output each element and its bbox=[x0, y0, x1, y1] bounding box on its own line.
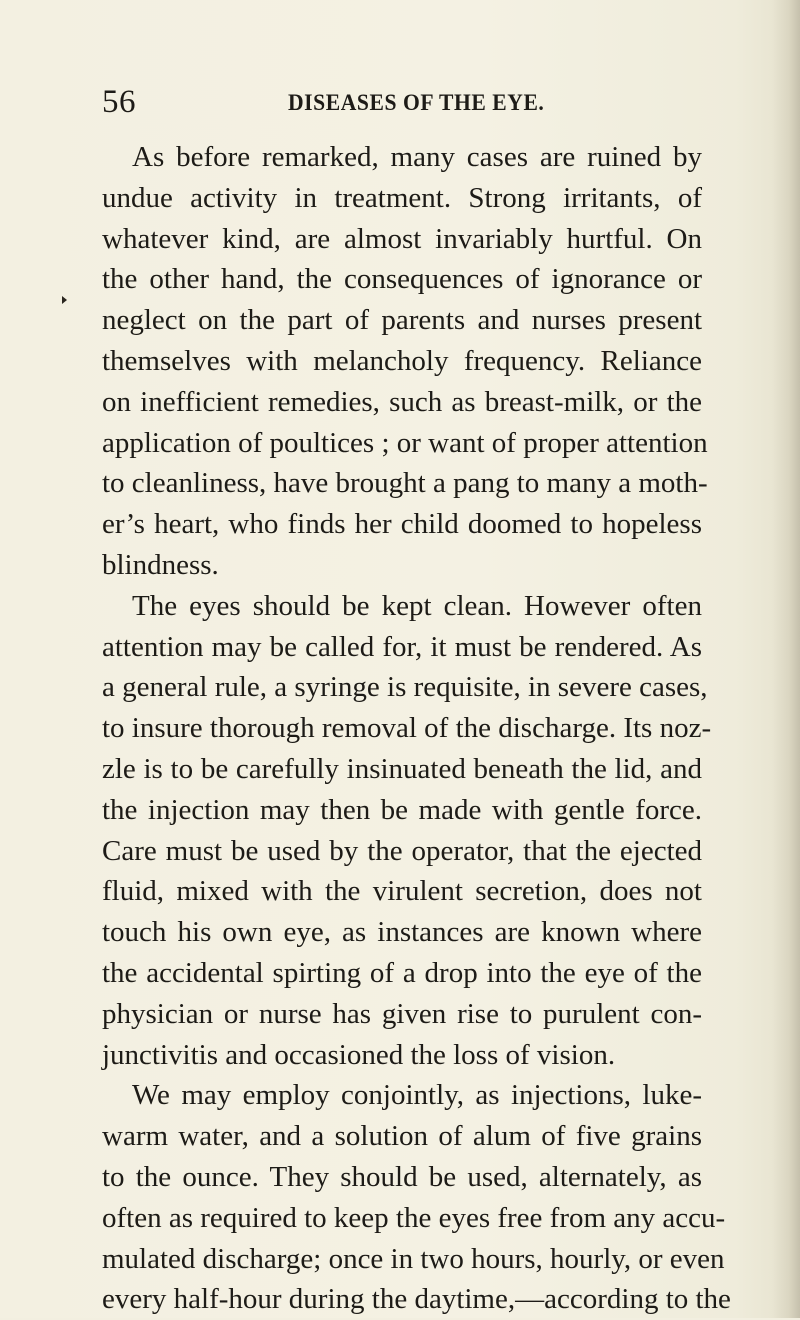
margin-mark bbox=[62, 296, 67, 304]
text-line: neglect on the part of parents and nurses present bbox=[102, 304, 702, 337]
text-line: physician or nurse has given rise to purulent con- bbox=[102, 997, 702, 1030]
running-head: DISEASES OF THE EYE. bbox=[288, 90, 545, 115]
text-line: junctivitis and occasioned the loss of vision. bbox=[102, 1038, 616, 1071]
text-line: to the ounce. They should be used, alternately, as bbox=[102, 1160, 702, 1193]
text-line: er’s heart, who finds her child doomed to hopeless bbox=[102, 508, 702, 541]
text-line: The eyes should be kept clean. However often bbox=[132, 589, 702, 622]
text-line: warm water, and a solution of alum of five grains bbox=[102, 1120, 702, 1153]
text-line: a general rule, a syringe is requisite, in severe cases, bbox=[102, 671, 708, 704]
page-edge-shadow bbox=[772, 0, 800, 1318]
text-line: often as required to keep the eyes free from any accu- bbox=[102, 1201, 726, 1234]
text-line: on inefficient remedies, such as breast-milk, or the bbox=[102, 385, 702, 418]
text-line: whatever kind, are almost invariably hurtful. On bbox=[102, 222, 702, 255]
text-line: every half-hour during the daytime,—according to the bbox=[102, 1283, 731, 1316]
page-header bbox=[102, 82, 702, 122]
text-line: fluid, mixed with the virulent secretion, does not bbox=[102, 875, 702, 908]
page-number: 56 bbox=[102, 84, 136, 120]
text-line: attention may be called for, it must be rendered. As bbox=[102, 630, 702, 663]
text-line: themselves with melancholy frequency. Reliance bbox=[102, 344, 702, 377]
text-line: zle is to be carefully insinuated beneath the lid, and bbox=[102, 752, 702, 785]
text-line: the injection may then be made with gentle force. bbox=[102, 793, 702, 826]
text-line: to cleanliness, have brought a pang to many a moth- bbox=[102, 467, 708, 500]
text-line: As before remarked, many cases are ruined by bbox=[132, 141, 702, 173]
text-line: application of poultices ; or want of proper attention bbox=[102, 426, 708, 459]
text-line: the other hand, the consequences of ignorance or bbox=[102, 263, 702, 296]
text-line: undue activity in treatment. Strong irritants, of bbox=[102, 181, 702, 214]
text-line: blindness. bbox=[102, 548, 219, 581]
text-line: the accidental spirting of a drop into the eye of the bbox=[102, 956, 702, 989]
text-line: to insure thorough removal of the discharge. Its noz- bbox=[102, 712, 712, 745]
body-text bbox=[102, 137, 731, 1320]
text-line: We may employ conjointly, as injections, luke- bbox=[132, 1079, 702, 1112]
text-line: touch his own eye, as instances are known where bbox=[102, 916, 702, 949]
text-line: Care must be used by the operator, that the ejected bbox=[102, 834, 702, 867]
text-line: mulated discharge; once in two hours, hourly, or even bbox=[102, 1242, 725, 1275]
